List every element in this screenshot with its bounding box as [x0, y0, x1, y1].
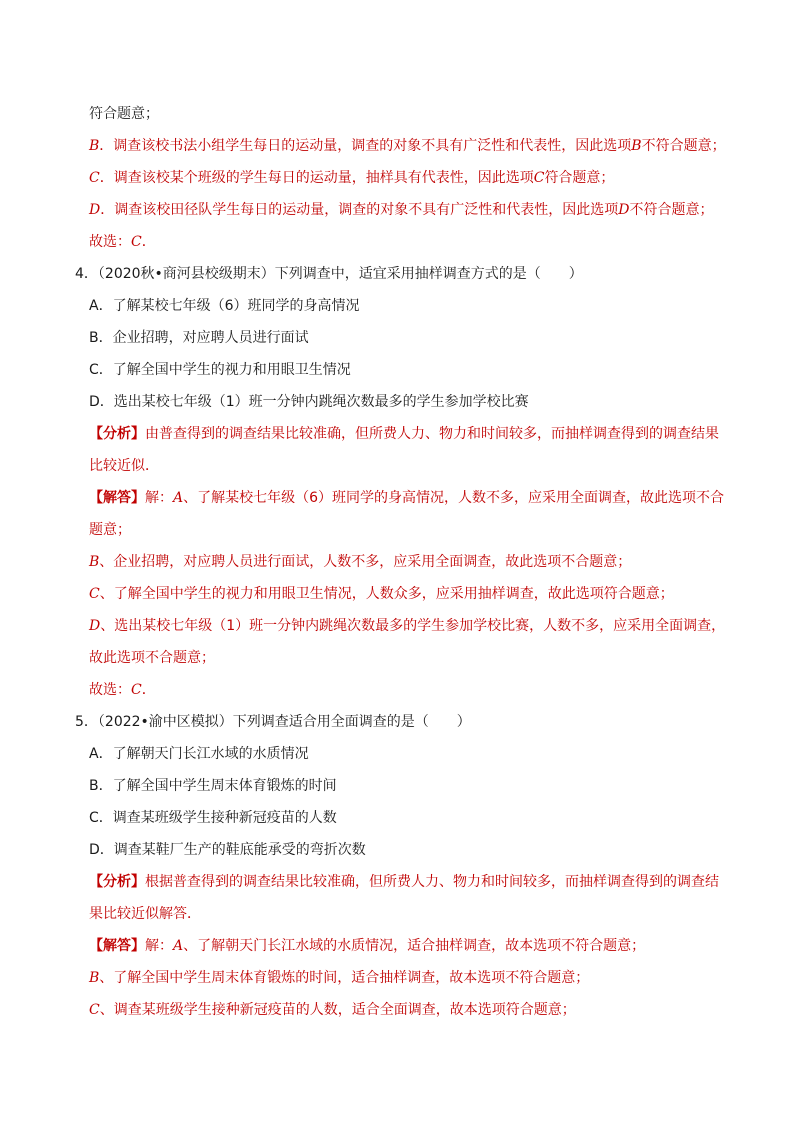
option-b: B．企业招聘，对应聘人员进行面试: [89, 330, 309, 346]
text-line: 故选：C．: [89, 682, 156, 698]
option-d: D．调查某鞋厂生产的鞋底能承受的弯折次数: [89, 842, 366, 858]
option-c: C．了解全国中学生的视力和用眼卫生情况: [89, 362, 351, 378]
text-line: 比较近似．: [89, 458, 159, 474]
text-line: B、企业招聘，对应聘人员进行面试，人数不多，应采用全面调查，故此选项不合题意；: [89, 554, 632, 570]
option-a: A．了解朝天门长江水域的水质情况: [89, 746, 309, 762]
question-5-stem: 5．（2022•渝中区模拟）下列调查适合用全面调查的是（ ）: [75, 714, 471, 730]
option-a: A．了解某校七年级（6）班同学的身高情况: [89, 298, 360, 314]
text-line: B、了解全国中学生周末体育锻炼的时间，适合抽样调查，故本选项不符合题意；: [89, 970, 590, 986]
option-d: D．选出某校七年级（1）班一分钟内跳绳次数最多的学生参加学校比赛: [89, 394, 529, 410]
text-line: D、选出某校七年级（1）班一分钟内跳绳次数最多的学生参加学校比赛，人数不多，应采用全面调查，: [89, 618, 726, 634]
option-b: B．了解全国中学生周末体育锻炼的时间: [89, 778, 337, 794]
text-line: 符合题意；: [89, 106, 159, 122]
option-c: C．调查某班级学生接种新冠疫苗的人数: [89, 810, 337, 826]
answer-line: 【解答】解：A、了解朝天门长江水域的水质情况，适合抽样调查，故本选项不符合题意；: [89, 938, 646, 954]
analysis-line: 【分析】由普查得到的调查结果比较准确，但所费人力、物力和时间较多，而抽样调查得到的调查结果: [89, 426, 719, 442]
text-line: C、调查某班级学生接种新冠疫苗的人数，适合全面调查，故本选项符合题意；: [89, 1002, 576, 1018]
text-line: 故选：C．: [89, 234, 156, 250]
text-line: 果比较近似解答．: [89, 906, 201, 922]
question-4-stem: 4．（2020秋•商河县校级期末）下列调查中，适宜采用抽样调查方式的是（ ）: [75, 266, 583, 282]
text-line: C、了解全国中学生的视力和用眼卫生情况，人数众多，应采用抽样调查，故此选项符合题意；: [89, 586, 674, 602]
text-line: 故此选项不合题意；: [89, 650, 215, 666]
text-line: C．调查该校某个班级的学生每日的运动量，抽样具有代表性，因此选项C符合题意；: [89, 170, 615, 186]
analysis-line: 【分析】根据普查得到的调查结果比较准确，但所费人力、物力和时间较多，而抽样调查得到的调查结: [89, 874, 719, 890]
answer-line: 【解答】解：A、了解某校七年级（6）班同学的身高情况，人数不多，应采用全面调查，故此选项不合: [89, 490, 725, 506]
text-line: 题意；: [89, 522, 131, 538]
text-line: D．调查该校田径队学生每日的运动量，调查的对象不具有广泛性和代表性，因此选项D不符合题意；: [89, 202, 714, 218]
text-line: B．调查该校书法小组学生每日的运动量，调查的对象不具有广泛性和代表性，因此选项B不符合题意；: [89, 138, 726, 154]
